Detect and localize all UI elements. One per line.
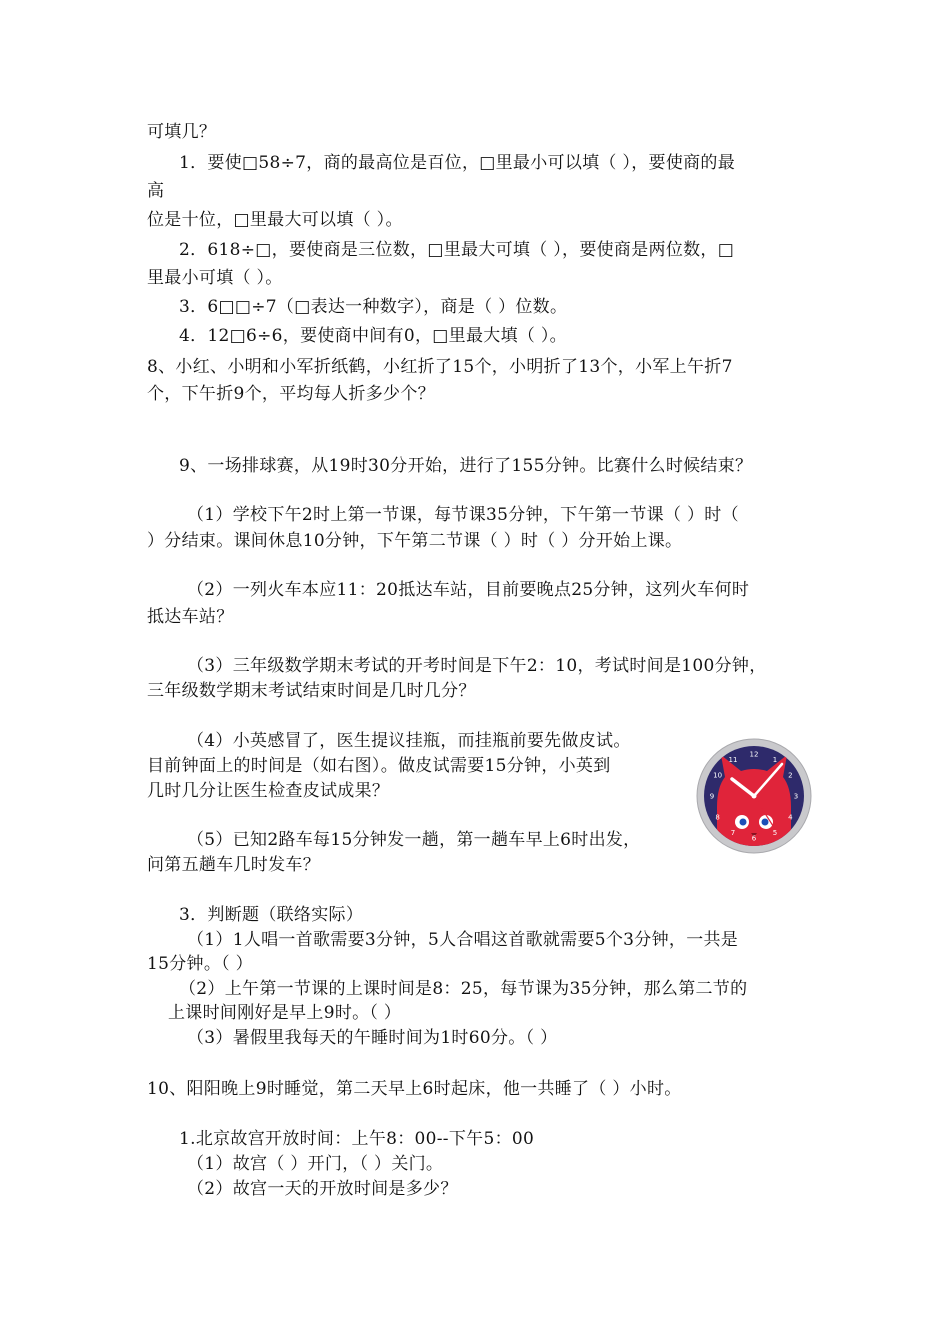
text-line: 位是十位，□里最大可以填（ ）。 bbox=[147, 210, 403, 230]
text-line: 15分钟。（ ） bbox=[147, 954, 253, 974]
text-line: 10、阳阳晚上9时睡觉，第二天早上6时起床，他一共睡了（ ）小时。 bbox=[147, 1079, 682, 1099]
text-line: 3．6□□÷7（□表达一种数字），商是（ ）位数。 bbox=[179, 297, 568, 317]
text-line: 1．要使□58÷7，商的最高位是百位，□里最小可以填（ ），要使商的最 bbox=[179, 153, 736, 173]
text-line: （2）一列火车本应11：20抵达车站，目前要晚点25分钟，这列火车何时 bbox=[187, 580, 750, 600]
text-line: 2．618÷□，要使商是三位数，□里最大可填（ ），要使商是两位数，□ bbox=[179, 240, 735, 260]
text-line: （5）已知2路车每15分钟发一趟，第一趟车早上6时出发， bbox=[187, 830, 641, 850]
text-line: 9、一场排球赛，从19时30分开始，进行了155分钟。比赛什么时候结束？ bbox=[179, 456, 753, 476]
text-line: （3）三年级数学期末考试的开考时间是下午2：10，考试时间是100分钟， bbox=[187, 656, 767, 676]
text-line: 4．12□6÷6，要使商中间有0，□里最大填（ ）。 bbox=[179, 326, 567, 346]
text-line: 上课时间刚好是早上9时。（ ） bbox=[168, 1003, 402, 1023]
clock-numeral: 11 bbox=[728, 756, 738, 765]
text-line: 8、小红、小明和小军折纸鹤，小红折了15个，小明折了13个，小军上午折7 bbox=[147, 357, 733, 377]
cat-pupil-right bbox=[762, 819, 769, 826]
text-line: 三年级数学期末考试结束时间是几时几分？ bbox=[147, 681, 476, 701]
text-line: （1）学校下午2时上第一节课，每节课35分钟，下午第一节课（ ）时（ bbox=[187, 505, 739, 525]
text-line: （1）1人唱一首歌需要3分钟，5人合唱这首歌就需要5个3分钟，一共是 bbox=[187, 930, 739, 950]
clock-icon bbox=[695, 737, 813, 855]
text-line: （3）暑假里我每天的午睡时间为1时60分。（ ） bbox=[187, 1028, 558, 1048]
text-line: 个，下午折9个，平均每人折多少个？ bbox=[147, 384, 435, 404]
clock-numeral: 4 bbox=[788, 813, 793, 822]
clock-numeral: 2 bbox=[788, 771, 793, 780]
clock-numeral: 8 bbox=[715, 813, 720, 822]
text-line: 问第五趟车几时发车？ bbox=[147, 855, 320, 875]
clock-numeral: 7 bbox=[730, 828, 736, 837]
text-line: 高 bbox=[147, 181, 165, 201]
text-line: 1.北京故宫开放时间：上午8：00--下午5：00 bbox=[179, 1129, 535, 1149]
text-line: 几时几分让医生检查皮试成果？ bbox=[147, 781, 390, 801]
text-line: 目前钟面上的时间是（如右图）。做皮试需要15分钟，小英到 bbox=[147, 756, 611, 776]
clock-center-pin bbox=[752, 794, 757, 799]
clock-numeral: 9 bbox=[709, 792, 715, 801]
cat-pupil-left bbox=[740, 819, 747, 826]
text-line: 里最小可填（ ）。 bbox=[147, 268, 283, 288]
text-line: （2）上午第一节课的上课时间是8：25，每节课为35分钟，那么第二节的 bbox=[179, 979, 748, 999]
clock-numeral: 10 bbox=[713, 771, 723, 780]
text-line: 抵达车站？ bbox=[147, 607, 234, 627]
text-line: 可填几？ bbox=[147, 122, 217, 142]
text-line: 3．判断题（联络实际） bbox=[179, 905, 364, 925]
text-line: （1）故宫（ ）开门，（ ）关门。 bbox=[187, 1154, 444, 1174]
clock-numeral: 12 bbox=[749, 750, 759, 759]
cat-clock-image bbox=[695, 737, 813, 855]
clock-numeral: 1 bbox=[772, 756, 778, 765]
text-line: （4）小英感冒了，医生提议挂瓶，而挂瓶前要先做皮试。 bbox=[187, 731, 631, 751]
text-line: ）分结束。课间休息10分钟，下午第二节课（ ）时（ ）分开始上课。 bbox=[147, 531, 683, 551]
text-line: （2）故宫一天的开放时间是多少？ bbox=[187, 1179, 458, 1199]
clock-numeral: 6 bbox=[751, 834, 757, 843]
clock-numeral: 3 bbox=[793, 792, 799, 801]
clock-numeral: 5 bbox=[772, 828, 778, 837]
